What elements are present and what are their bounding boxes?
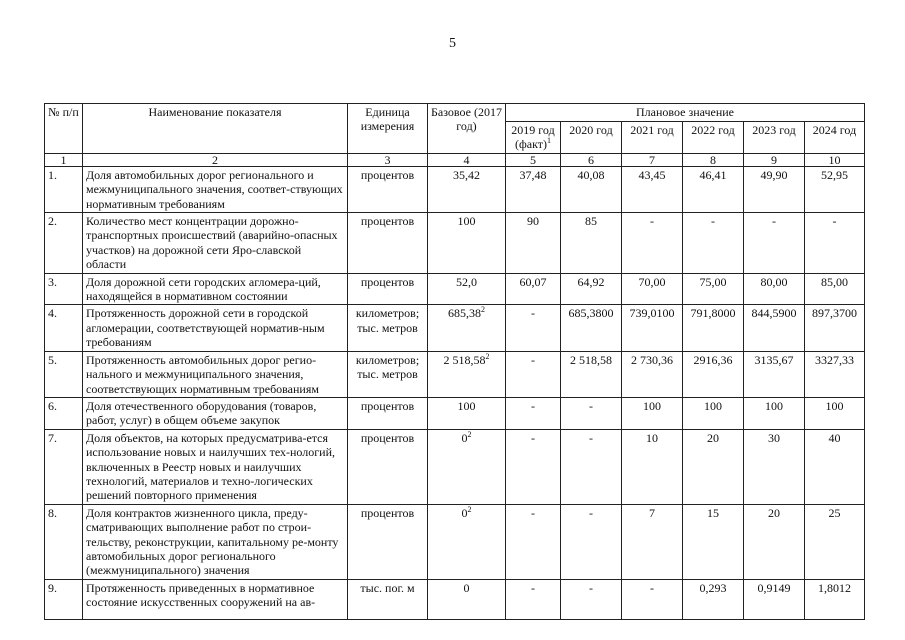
value-2023: 20 xyxy=(744,504,805,579)
indicator-name: Количество мест концентрации дорожно-транспортных происшествий (аварийно-опасных участков) на дорожной сети Яро-славской области xyxy=(83,213,348,274)
base-value: 100 xyxy=(428,213,506,274)
value-2024: 85,00 xyxy=(805,273,865,305)
header-base: Базовое (2017 год) xyxy=(428,104,506,154)
value-2024: 52,95 xyxy=(805,166,865,212)
base-value: 52,0 xyxy=(428,273,506,305)
base-value: 2 518,58$^2$ xyxy=(428,351,506,397)
col-index: 6 xyxy=(561,153,622,166)
value-2020: 2 518,58 xyxy=(561,351,622,397)
table-row xyxy=(45,351,865,397)
value-2023: 844,5900 xyxy=(744,305,805,351)
value-2024: 1,8012 xyxy=(805,579,865,619)
row-number: 2. xyxy=(45,213,83,274)
value-2020: - xyxy=(561,579,622,619)
value-2022: 100 xyxy=(683,397,744,429)
indicator-name: Доля отечественного оборудования (товаров, работ, услуг) в общем объеме закупок xyxy=(83,397,348,429)
table-row xyxy=(45,166,865,212)
header-2024: 2024 год xyxy=(805,122,865,154)
unit-cell: процентов xyxy=(348,397,428,429)
value-2020: - xyxy=(561,429,622,504)
indicators-table xyxy=(44,103,865,620)
base-value: 0 xyxy=(428,579,506,619)
value-2024: 40 xyxy=(805,429,865,504)
value-2020: 685,3800 xyxy=(561,305,622,351)
header-name: Наименование показателя xyxy=(83,104,348,154)
col-index: 4 xyxy=(428,153,506,166)
indicator-name: Доля дорожной сети городских агломера-ций, находящейся в нормативном состоянии xyxy=(83,273,348,305)
base-value: 685,38$^2$ xyxy=(428,305,506,351)
table-row xyxy=(45,305,865,351)
base-value: $0^2$ xyxy=(428,504,506,579)
value-2019: - xyxy=(506,351,561,397)
value-2021: 10 xyxy=(622,429,683,504)
value-2021: 43,45 xyxy=(622,166,683,212)
row-number: 9. xyxy=(45,579,83,619)
value-2023: - xyxy=(744,213,805,274)
header-2021: 2021 год xyxy=(622,122,683,154)
col-index: 10 xyxy=(805,153,865,166)
indicator-name: Доля контрактов жизненного цикла, преду-сматривающих выполнение работ по строи-тельству, реконструкции, капитальному ре-монту автомобильных дорог регионального (межмуниципального) значения xyxy=(83,504,348,579)
value-2020: - xyxy=(561,397,622,429)
value-2023: 3135,67 xyxy=(744,351,805,397)
table-row xyxy=(45,213,865,274)
base-value: 100 xyxy=(428,397,506,429)
page-number: 5 xyxy=(449,36,456,51)
header-2020: 2020 год xyxy=(561,122,622,154)
indicator-name: Доля объектов, на которых предусматрива-ется использование новых и наилучших тех-нологий, включенных в Реестр новых и наилучших технологий, материалов и техно-логических решений повторного применения xyxy=(83,429,348,504)
value-2022: 0,293 xyxy=(683,579,744,619)
value-2022: 46,41 xyxy=(683,166,744,212)
value-2024: 897,3700 xyxy=(805,305,865,351)
unit-cell: процентов xyxy=(348,504,428,579)
header-planned: Плановое значение xyxy=(506,104,865,122)
col-index: 3 xyxy=(348,153,428,166)
value-2021: 70,00 xyxy=(622,273,683,305)
unit-cell: процентов xyxy=(348,429,428,504)
header-unit: Единица измерения xyxy=(348,104,428,154)
col-index: 1 xyxy=(45,153,83,166)
value-2022: 20 xyxy=(683,429,744,504)
value-2021: - xyxy=(622,213,683,274)
column-index-row xyxy=(45,153,865,166)
value-2019: - xyxy=(506,397,561,429)
value-2023: 0,9149 xyxy=(744,579,805,619)
table-row xyxy=(45,579,865,619)
row-number: 6. xyxy=(45,397,83,429)
indicator-name: Протяженность автомобильных дорог регио-нального и межмуниципального значения, соответствующих нормативным требованиям xyxy=(83,351,348,397)
value-2020: 85 xyxy=(561,213,622,274)
unit-cell: километров; тыс. метров xyxy=(348,305,428,351)
value-2023: 30 xyxy=(744,429,805,504)
col-index: 7 xyxy=(622,153,683,166)
value-2024: 25 xyxy=(805,504,865,579)
value-2022: - xyxy=(683,213,744,274)
value-2019: 37,48 xyxy=(506,166,561,212)
value-2019: - xyxy=(506,504,561,579)
value-2023: 80,00 xyxy=(744,273,805,305)
col-index: 9 xyxy=(744,153,805,166)
unit-cell: процентов xyxy=(348,213,428,274)
table-row xyxy=(45,504,865,579)
value-2020: - xyxy=(561,504,622,579)
col-index: 5 xyxy=(506,153,561,166)
unit-cell: километров; тыс. метров xyxy=(348,351,428,397)
value-2021: - xyxy=(622,579,683,619)
value-2022: 15 xyxy=(683,504,744,579)
header-2023: 2023 год xyxy=(744,122,805,154)
header-2022: 2022 год xyxy=(683,122,744,154)
value-2024: - xyxy=(805,213,865,274)
table-row xyxy=(45,397,865,429)
unit-cell: процентов xyxy=(348,166,428,212)
unit-cell: тыс. пог. м xyxy=(348,579,428,619)
unit-cell: процентов xyxy=(348,273,428,305)
header-num: № п/п xyxy=(45,104,83,154)
value-2023: 49,90 xyxy=(744,166,805,212)
value-2022: 75,00 xyxy=(683,273,744,305)
row-number: 1. xyxy=(45,166,83,212)
value-2024: 3327,33 xyxy=(805,351,865,397)
value-2021: 2 730,36 xyxy=(622,351,683,397)
value-2019: 90 xyxy=(506,213,561,274)
value-2021: 739,0100 xyxy=(622,305,683,351)
value-2021: 100 xyxy=(622,397,683,429)
value-2022: 791,8000 xyxy=(683,305,744,351)
indicator-name: Протяженность дорожной сети в городской агломерации, соответствующей норматив-ным требованиям xyxy=(83,305,348,351)
table-row xyxy=(45,429,865,504)
row-number: 5. xyxy=(45,351,83,397)
indicator-name: Протяженность приведенных в нормативное состояние искусственных сооружений на ав- xyxy=(83,579,348,619)
value-2019: 60,07 xyxy=(506,273,561,305)
value-2020: 40,08 xyxy=(561,166,622,212)
value-2019: - xyxy=(506,429,561,504)
row-number: 8. xyxy=(45,504,83,579)
row-number: 3. xyxy=(45,273,83,305)
value-2021: 7 xyxy=(622,504,683,579)
value-2023: 100 xyxy=(744,397,805,429)
base-value: 35,42 xyxy=(428,166,506,212)
value-2020: 64,92 xyxy=(561,273,622,305)
value-2024: 100 xyxy=(805,397,865,429)
col-index: 2 xyxy=(83,153,348,166)
col-index: 8 xyxy=(683,153,744,166)
table-row xyxy=(45,273,865,305)
value-2019: - xyxy=(506,305,561,351)
value-2019: - xyxy=(506,579,561,619)
base-value: $0^2$ xyxy=(428,429,506,504)
row-number: 7. xyxy=(45,429,83,504)
header-2019: 2019 год (факт)$^1$ xyxy=(506,122,561,154)
value-2022: 2916,36 xyxy=(683,351,744,397)
indicator-name: Доля автомобильных дорог регионального и межмуниципального значения, соответ-ствующих нормативным требованиям xyxy=(83,166,348,212)
row-number: 4. xyxy=(45,305,83,351)
